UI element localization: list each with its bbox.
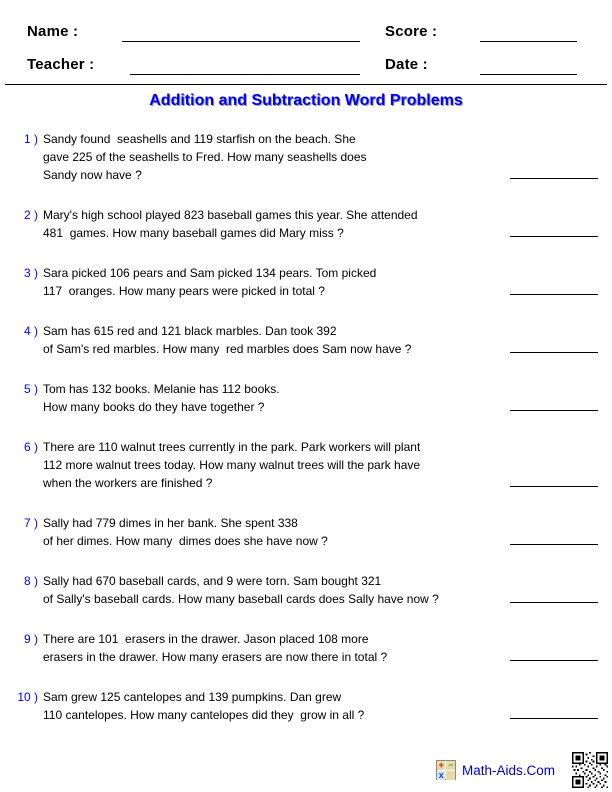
teacher-input-line[interactable] [130, 74, 360, 75]
problem-row [14, 438, 598, 492]
problem-text-line: Sam grew 125 cantelopes and 139 pumpkins. Dan grew [43, 690, 342, 704]
score-label: Score : [385, 23, 438, 40]
answer-line[interactable] [510, 236, 598, 237]
answer-line[interactable] [510, 486, 598, 487]
problem-text [43, 438, 510, 492]
math-aids-logo-icon [436, 760, 456, 780]
multiply-icon: x [438, 770, 444, 780]
answer-line[interactable] [510, 410, 598, 411]
problem-text-line: erasers in the drawer. How many erasers are now there in total ? [43, 650, 388, 664]
date-input-line[interactable] [480, 74, 577, 75]
header-divider [5, 84, 607, 85]
problem-text-line: Sally had 670 baseball cards, and 9 were torn. Sam bought 321 [43, 574, 382, 588]
problem-text-line: when the workers are finished ? [43, 476, 213, 490]
problem-text [43, 572, 510, 608]
problem-number: 4 ) [23, 324, 38, 338]
problem-text-line: Sam has 615 red and 121 black marbles. Dan took 392 [43, 324, 337, 338]
problem-row [14, 130, 598, 184]
problem-text [43, 206, 510, 242]
problem-row [14, 264, 598, 300]
problem-number: 7 ) [23, 516, 38, 530]
problem-number: 2 ) [23, 208, 38, 222]
problem-row [14, 630, 598, 666]
qr-code-icon [572, 752, 608, 788]
problem-text-line: of her dimes. How many dimes does she have now ? [43, 534, 328, 548]
score-input-line[interactable] [480, 41, 577, 42]
answer-line[interactable] [510, 602, 598, 603]
problem-text-line: Sandy now have ? [43, 168, 142, 182]
answer-line[interactable] [510, 718, 598, 719]
problem-number: 5 ) [23, 382, 38, 396]
header-row-1 [0, 12, 612, 45]
problem-number: 1 ) [23, 132, 38, 146]
problem-text-line: Tom has 132 books. Melanie has 112 books. [43, 382, 280, 396]
answer-line[interactable] [510, 544, 598, 545]
problem-row [14, 206, 598, 242]
problem-text-line: Sally had 779 dimes in her bank. She spent 338 [43, 516, 298, 530]
problem-number: 3 ) [23, 266, 38, 280]
brand-link[interactable] [436, 760, 555, 780]
name-label: Name : [27, 23, 79, 40]
brand-text: Math-Aids.Com [461, 762, 555, 778]
problem-number: 8 ) [23, 574, 38, 588]
answer-line[interactable] [510, 178, 598, 179]
worksheet-header [0, 0, 612, 78]
answer-line[interactable] [510, 294, 598, 295]
problem-text-line: 117 oranges. How many pears were picked in total ? [43, 284, 325, 298]
answer-line[interactable] [510, 352, 598, 353]
problem-text [43, 630, 510, 666]
problem-text [43, 688, 510, 724]
problem-text-line: gave 225 of the seashells to Fred. How many seashells does [43, 150, 367, 164]
problem-row [14, 514, 598, 550]
problem-text [43, 322, 510, 358]
header-row-2 [0, 45, 612, 78]
problem-text-line: There are 101 erasers in the drawer. Jason placed 108 more [43, 632, 369, 646]
problem-text-line: 112 more walnut trees today. How many walnut trees will the park have [43, 458, 421, 472]
problem-text-line: of Sam's red marbles. How many red marbles does Sam now have ? [43, 342, 412, 356]
problem-text-line: There are 110 walnut trees currently in the park. Park workers will plant [43, 440, 421, 454]
problem-row [14, 572, 598, 608]
problem-row [14, 380, 598, 416]
problem-text-line: How many books do they have together ? [43, 400, 265, 414]
worksheet-title: Addition and Subtraction Word Problems [149, 92, 463, 109]
date-label: Date : [385, 56, 428, 73]
problem-text-line: of Sally's baseball cards. How many baseball cards does Sally have now ? [43, 592, 439, 606]
worksheet-footer [436, 752, 608, 788]
answer-line[interactable] [510, 660, 598, 661]
minus-icon: − [448, 760, 454, 770]
problem-text [43, 130, 510, 184]
blank-cell [446, 771, 455, 780]
problem-number: 9 ) [23, 632, 38, 646]
problems-list [0, 130, 612, 724]
problem-number: 10 ) [17, 690, 38, 704]
problem-text-line: 110 cantelopes. How many cantelopes did they grow in all ? [43, 708, 365, 722]
problem-number: 6 ) [23, 440, 38, 454]
problem-text [43, 264, 510, 300]
problem-text-line: Sandy found seashells and 119 starfish on the beach. She [43, 132, 356, 146]
teacher-label: Teacher : [27, 56, 95, 73]
plus-icon: + [438, 760, 444, 770]
problem-row [14, 688, 598, 724]
problem-row [14, 322, 598, 358]
name-input-line[interactable] [122, 41, 360, 42]
problem-text [43, 514, 510, 550]
problem-text-line: Sara picked 106 pears and Sam picked 134 pears. Tom picked [43, 266, 377, 280]
problem-text-line: 481 games. How many baseball games did Mary miss ? [43, 226, 344, 240]
problem-text-line: Mary's high school played 823 baseball games this year. She attended [43, 208, 418, 222]
problem-text [43, 380, 510, 416]
